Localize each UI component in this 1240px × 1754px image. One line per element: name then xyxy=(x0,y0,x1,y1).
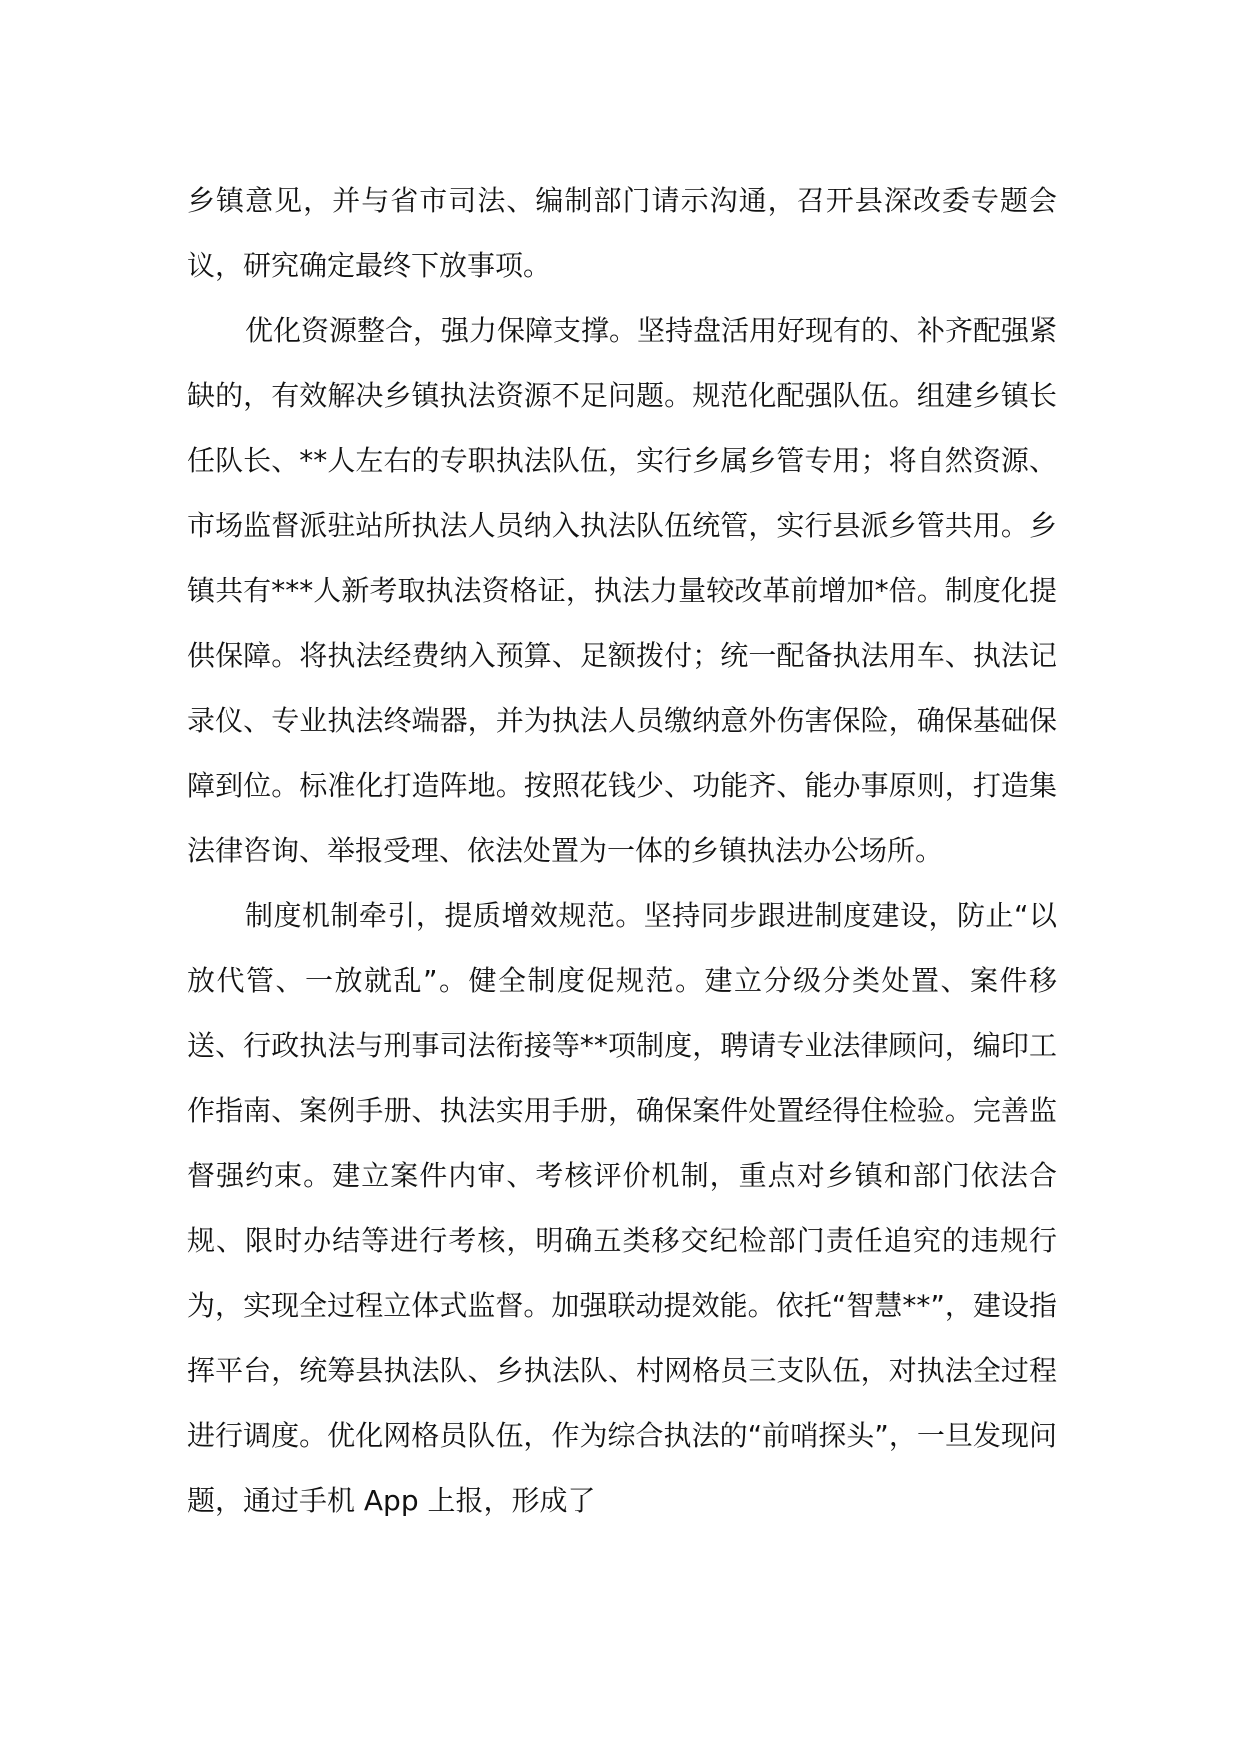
paragraph-resource-integration: 优化资源整合，强力保障支撑。坚持盘活用好现有的、补齐配强紧缺的，有效解决乡镇执法资源不足问题。规范化配强队伍。组建乡镇长任队长、**人左右的专职执法队伍，实行乡属乡管专用；将自然资源、市场监督派驻站所执法人员纳入执法队伍统管，实行县派乡管共用。乡镇共有***人新考取执法资格证，执法力量较改革前增加*倍。制度化提供保障。将执法经费纳入预算、足额拨付；统一配备执法用车、执法记录仪、专业执法终端器，并为执法人员缴纳意外伤害保险，确保基础保障到位。标准化打造阵地。按照花钱少、功能齐、能办事原则，打造集法律咨询、举报受理、依法处置为一体的乡镇执法办公场所。 xyxy=(187,314,1058,867)
body-text xyxy=(187,168,1057,1533)
paragraph-institutional-mechanism: 制度机制牵引，提质增效规范。坚持同步跟进制度建设，防止“以放代管、一放就乱”。健全制度促规范。建立分级分类处置、案件移送、行政执法与刑事司法衔接等**项制度，聘请专业法律顾问，编印工作指南、案例手册、执法实用手册，确保案件处置经得住检验。完善监督强约束。建立案件内审、考核评价机制，重点对乡镇和部门依法合规、限时办结等进行考核，明确五类移交纪检部门责任追究的违规行为，实现全过程立体式监督。加强联动提效能。依托“智慧**”，建设指挥平台，统筹县执法队、乡执法队、村网格员三支队伍，对执法全过程进行调度。优化网格员队伍，作为综合执法的“前哨探头”，一旦发现问题，通过手机 App 上报，形成了 xyxy=(187,899,1057,1517)
paragraph-continuation: 乡镇意见，并与省市司法、编制部门请示沟通，召开县深改委专题会议，研究确定最终下放事项。 xyxy=(187,184,1057,282)
